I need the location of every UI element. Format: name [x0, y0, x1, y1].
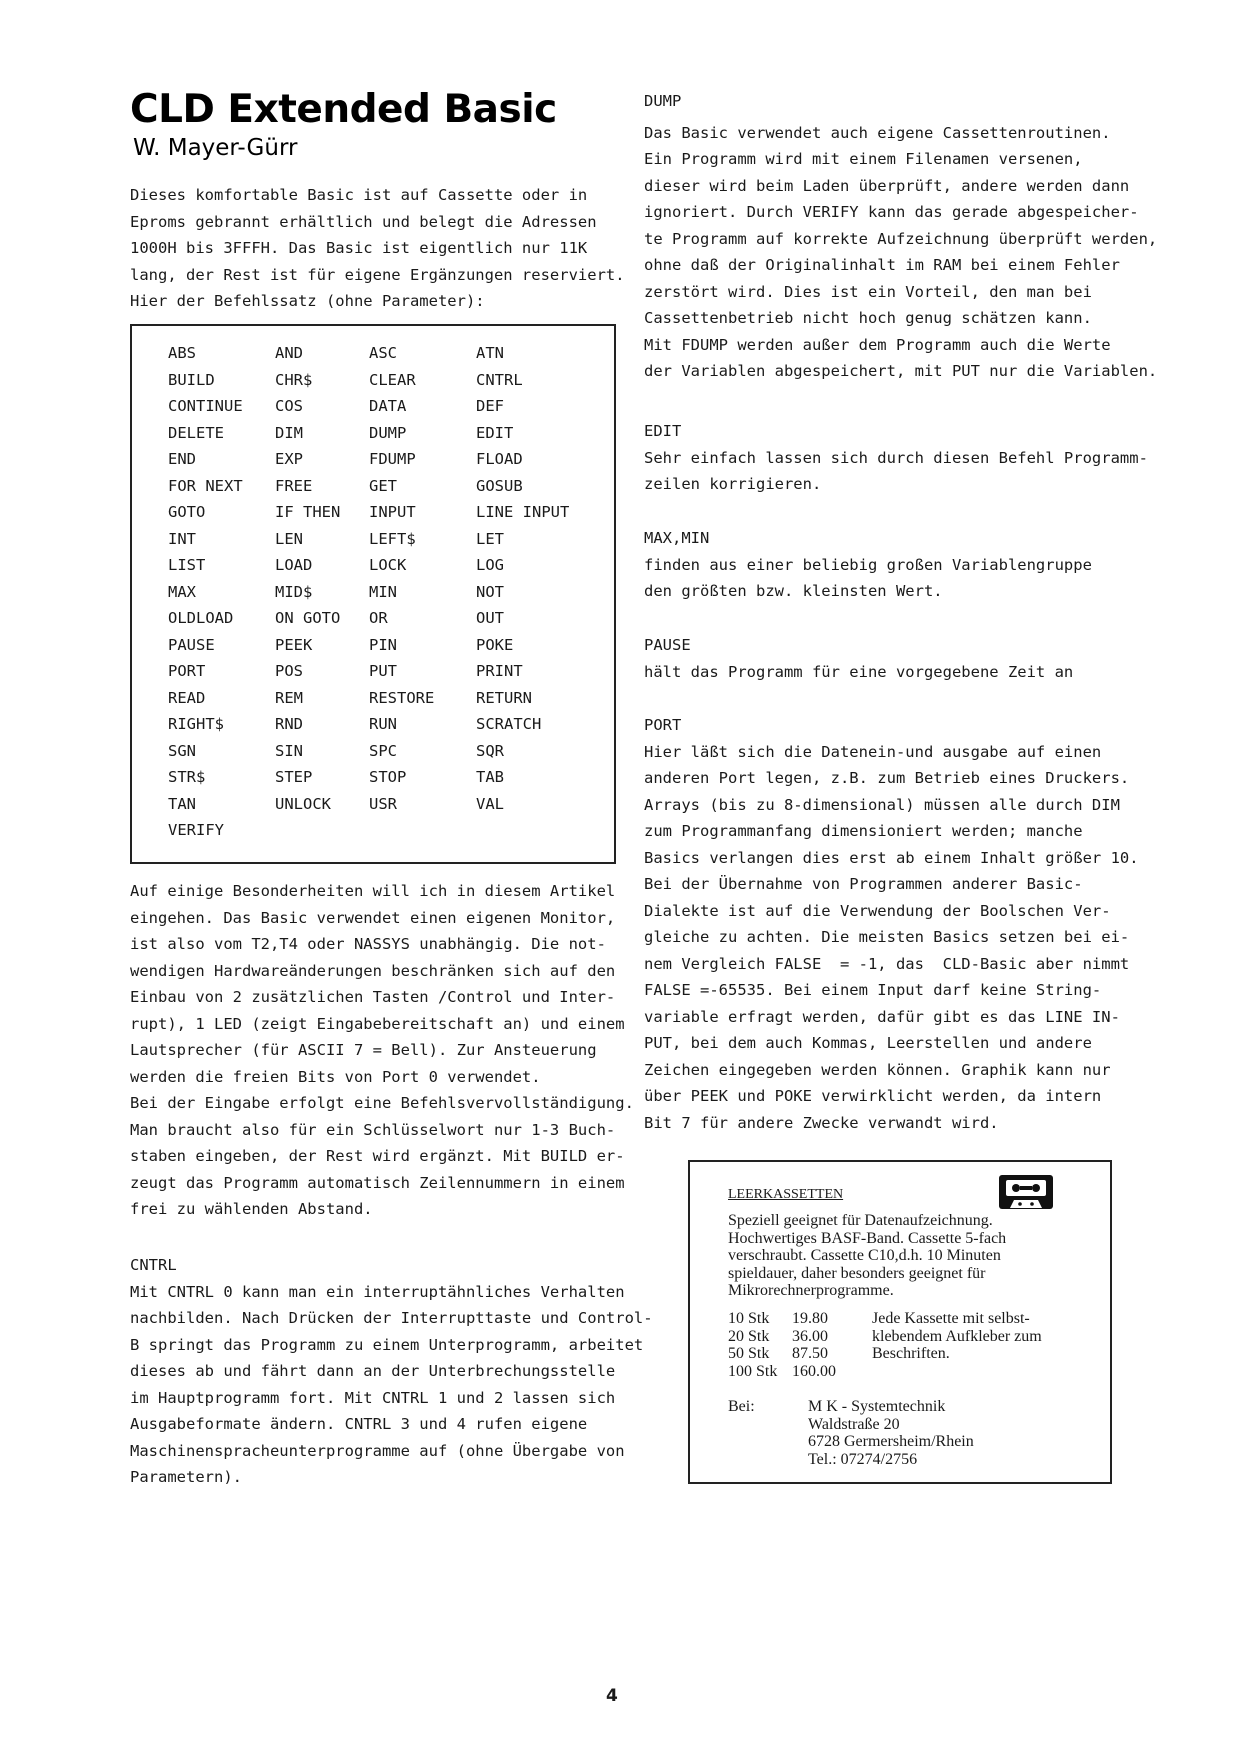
command-cell: STOP — [369, 768, 407, 786]
text-line: Bei der Eingabe erfolgt eine Befehlsvervollständigung. — [130, 1094, 634, 1112]
command-cell: EXP — [275, 450, 303, 468]
dump-section — [644, 88, 1157, 385]
text-line: Ausgabeformate ändern. CNTRL 3 und 4 rufen eigene — [130, 1415, 588, 1433]
command-cell: MIN — [369, 582, 397, 601]
text-line: FALSE =-65535. Bei einem Input darf keine String- — [644, 981, 1102, 999]
command-cell: GET — [369, 476, 397, 495]
command-cell: LOCK — [369, 556, 407, 574]
section-heading: DUMP — [644, 92, 682, 110]
text-line: frei zu wählenden Abstand. — [130, 1200, 373, 1218]
command-cell: PORT — [168, 662, 206, 680]
text-line: anderen Port legen, z.B. zum Betrieb eines Druckers. — [644, 769, 1130, 787]
text-line: Dieses komfortable Basic ist auf Cassette oder in — [130, 186, 588, 204]
price-value: 19.80 — [792, 1310, 828, 1327]
text-line: spieldauer, daher besonders geeignet für — [728, 1264, 986, 1282]
vendor-label: Bei: — [728, 1398, 755, 1415]
address-line: 6728 Germersheim/Rhein — [808, 1433, 974, 1450]
page-number: 4 — [606, 1686, 618, 1706]
command-cell: CNTRL — [476, 370, 523, 389]
text-line: zerstört wird. Dies ist ein Vorteil, den man bei — [644, 282, 1092, 301]
command-cell: GOTO — [168, 503, 206, 521]
command-cell: PIN — [369, 635, 397, 654]
command-cell: SPC — [369, 741, 397, 760]
price-note: Beschriften. — [872, 1345, 950, 1362]
text-line: verschraubt. Cassette C10,d.h. 10 Minuten — [728, 1247, 1001, 1264]
command-cell: LET — [476, 529, 504, 548]
price-value: 160.00 — [792, 1362, 836, 1380]
command-cell: LEN — [275, 529, 303, 548]
text-line: te Programm auf korrekte Aufzeichnung überprüft werden, — [644, 229, 1158, 248]
price-value: 36.00 — [792, 1327, 828, 1345]
command-cell — [369, 817, 476, 844]
command-cell: TAN — [168, 794, 196, 813]
text-line: variable erfragt werden, dafür gibt es das LINE IN- — [644, 1007, 1120, 1026]
text-line: Hier läßt sich die Datenein-und ausgabe auf einen — [644, 742, 1102, 761]
price-qty: 50 Stk — [728, 1345, 770, 1362]
command-cell: FOR NEXT — [168, 476, 243, 495]
pause-section — [644, 632, 1073, 685]
text-line: gleiche zu achten. Die meisten Basics setzen bei ei- — [644, 928, 1130, 946]
text-line: nachbilden. Nach Drücken der Interrupttaste und Control- — [130, 1309, 653, 1327]
command-cell: IF THEN — [275, 503, 341, 521]
command-cell: POKE — [476, 635, 514, 654]
command-cell: SIN — [275, 741, 303, 760]
left-body-paragraph — [130, 878, 634, 1223]
text-line: Dialekte ist auf die Verwendung der Boolschen Ver- — [644, 901, 1111, 920]
command-cell: SQR — [476, 741, 504, 760]
text-line: zeilen korrigieren. — [644, 475, 822, 493]
command-cell: STR$ — [168, 768, 206, 786]
intro-paragraph — [130, 182, 625, 315]
text-line: staben eingeben, der Rest wird ergänzt. Mit BUILD er- — [130, 1147, 625, 1165]
text-line: über PEEK und POKE verwirklicht werden, da intern — [644, 1087, 1102, 1105]
command-cell: COS — [275, 397, 303, 415]
text-line: nem Vergleich FALSE = -1, das CLD-Basic aber nimmt — [644, 954, 1130, 973]
command-cell: OLDLOAD — [168, 609, 234, 627]
article-author: W. Mayer-Gürr — [133, 135, 298, 161]
text-line: ist also vom T2,T4 oder NASSYS unabhängig. Die not- — [130, 935, 606, 953]
text-line: Cassettenbetrieb nicht hoch genug schätzen kann. — [644, 309, 1092, 327]
text-line: Basics verlangen dies erst ab einem Inhalt größer 10. — [644, 848, 1139, 867]
price-note: klebendem Aufkleber zum — [872, 1327, 1042, 1345]
article-title: CLD Extended Basic — [130, 87, 557, 132]
price-table — [728, 1310, 1042, 1380]
command-cell: MID$ — [275, 582, 313, 601]
price-row — [728, 1328, 1042, 1346]
address-line: Tel.: 07274/2756 — [808, 1450, 918, 1468]
section-heading: PORT — [644, 716, 682, 734]
command-cell: PUT — [369, 662, 397, 680]
text-line: hält das Programm für eine vorgegebene Zeit an — [644, 662, 1074, 681]
command-cell: OR — [369, 609, 388, 627]
command-cell: OUT — [476, 609, 504, 627]
command-cell: EDIT — [476, 423, 514, 442]
command-cell: RUN — [369, 715, 397, 733]
text-line: Maschinenspracheunterprogramme auf (ohne Übergabe von — [130, 1441, 625, 1460]
text-line: Speziell geeignet für Datenaufzeichnung. — [728, 1212, 993, 1229]
command-cell: DEF — [476, 397, 504, 415]
price-row — [728, 1363, 1042, 1381]
command-cell: SGN — [168, 741, 196, 760]
vendor-address — [808, 1398, 974, 1468]
text-line: Ein Programm wird mit einem Filenamen versenen, — [644, 150, 1083, 168]
command-cell: VAL — [476, 794, 504, 813]
command-cell: INT — [168, 529, 196, 548]
text-line: Mit CNTRL 0 kann man ein interruptähnliches Verhalten — [130, 1282, 625, 1301]
text-line: Einbau von 2 zusätzlichen Tasten /Control und Inter- — [130, 988, 616, 1006]
section-heading: PAUSE — [644, 636, 691, 654]
command-cell: RIGHT$ — [168, 715, 224, 733]
command-cell: LOG — [476, 556, 504, 574]
command-cell: MAX — [168, 582, 196, 601]
text-line: zeugt das Programm automatisch Zeilennummern in einem — [130, 1173, 625, 1192]
address-line: M K - Systemtechnik — [808, 1398, 946, 1415]
command-cell: RND — [275, 715, 303, 733]
command-cell: CONTINUE — [168, 397, 243, 415]
command-cell: PRINT — [476, 662, 523, 680]
text-line: zum Programmanfang dimensioniert werden; manche — [644, 822, 1083, 840]
ad-heading: LEERKASSETTEN — [728, 1187, 844, 1202]
command-cell: RETURN — [476, 688, 532, 707]
text-line: Parametern). — [130, 1468, 242, 1486]
command-cell: REM — [275, 688, 303, 707]
command-cell: DELETE — [168, 423, 224, 442]
command-cell: DIM — [275, 423, 303, 442]
command-cell: READ — [168, 688, 206, 707]
command-cell: ASC — [369, 344, 397, 362]
price-value: 87.50 — [792, 1345, 828, 1362]
price-qty: 20 Stk — [728, 1327, 770, 1345]
section-heading: EDIT — [644, 422, 682, 440]
text-line: Arrays (bis zu 8-dimensional) müssen alle durch DIM — [644, 795, 1120, 814]
edit-section — [644, 418, 1148, 498]
section-heading: MAX,MIN — [644, 529, 710, 547]
command-cell: FREE — [275, 476, 313, 495]
text-line: wendigen Hardwareänderungen beschränken sich auf den — [130, 961, 616, 980]
text-line: den größten bzw. kleinsten Wert. — [644, 582, 943, 600]
command-cell: PAUSE — [168, 635, 215, 654]
text-line: dieses ab und fährt dann an der Unterbrechungsstelle — [130, 1362, 616, 1380]
command-cell — [275, 817, 369, 844]
text-line: Das Basic verwendet auch eigene Cassettenroutinen. — [644, 123, 1111, 142]
port-section — [644, 712, 1139, 1136]
advertisement-box — [688, 1160, 1112, 1484]
command-cell: FLOAD — [476, 450, 523, 468]
command-cell: UNLOCK — [275, 794, 331, 813]
price-qty: 10 Stk — [728, 1310, 770, 1327]
text-line: Bit 7 für andere Zwecke verwandt wird. — [644, 1113, 999, 1132]
text-line: Eproms gebrannt erhältlich und belegt die Adressen — [130, 212, 597, 231]
command-table-box — [130, 324, 616, 864]
price-note: Jede Kassette mit selbst- — [872, 1310, 1030, 1327]
command-cell: VERIFY — [168, 821, 224, 839]
command-cell: LEFT$ — [369, 529, 416, 548]
text-line: finden aus einer beliebig großen Variablengruppe — [644, 555, 1092, 574]
command-cell: DUMP — [369, 423, 407, 442]
text-line: Man braucht also für ein Schlüsselwort nur 1-3 Buch- — [130, 1120, 616, 1139]
command-cell: LOAD — [275, 556, 313, 574]
cassette-icon — [998, 1174, 1054, 1210]
text-line: Mit FDUMP werden außer dem Programm auch die Werte — [644, 335, 1111, 354]
command-table — [168, 340, 606, 844]
ad-description — [728, 1212, 1006, 1300]
text-line: Zeichen eingegeben werden können. Graphik kann nur — [644, 1060, 1111, 1079]
command-cell: RESTORE — [369, 688, 435, 707]
command-cell: BUILD — [168, 370, 215, 389]
command-cell: DATA — [369, 397, 407, 415]
text-line: PUT, bei dem auch Kommas, Leerstellen und andere — [644, 1034, 1092, 1052]
text-line: B springt das Programm zu einem Unterprogramm, arbeitet — [130, 1335, 644, 1354]
section-heading: CNTRL — [130, 1256, 177, 1274]
command-cell — [476, 817, 606, 844]
command-cell: USR — [369, 794, 397, 813]
text-line: werden die freien Bits von Port 0 verwendet. — [130, 1067, 541, 1086]
price-qty: 100 Stk — [728, 1362, 778, 1380]
text-line: im Hauptprogramm fort. Mit CNTRL 1 und 2 lassen sich — [130, 1388, 616, 1407]
command-cell: FDUMP — [369, 450, 416, 468]
command-cell: SCRATCH — [476, 715, 542, 733]
text-line: ohne daß der Originalinhalt im RAM bei einem Fehler — [644, 256, 1120, 274]
text-line: Hochwertiges BASF-Band. Cassette 5-fach — [728, 1229, 1007, 1247]
command-cell: CHR$ — [275, 370, 313, 389]
text-line: ignoriert. Durch VERIFY kann das gerade abgespeicher- — [644, 203, 1139, 221]
command-cell: ABS — [168, 344, 196, 362]
text-line: Sehr einfach lassen sich durch diesen Befehl Programm- — [644, 448, 1148, 467]
text-line: Bei der Übernahme von Programmen anderer Basic- — [644, 875, 1083, 893]
command-cell: GOSUB — [476, 476, 523, 495]
text-line: Mikrorechnerprogramme. — [728, 1282, 894, 1299]
command-cell: AND — [275, 344, 303, 362]
cntrl-section — [130, 1252, 653, 1491]
command-cell: CLEAR — [369, 370, 416, 389]
command-cell: PEEK — [275, 635, 313, 654]
text-line: dieser wird beim Laden überprüft, andere werden dann — [644, 176, 1130, 195]
text-line: eingehen. Das Basic verwendet einen eigenen Monitor, — [130, 908, 616, 927]
address-line: Waldstraße 20 — [808, 1415, 900, 1433]
command-cell: END — [168, 450, 196, 468]
price-row — [728, 1310, 1042, 1328]
command-cell: ATN — [476, 344, 504, 362]
text-line: der Variablen abgespeichert, mit PUT nur die Variablen. — [644, 362, 1158, 380]
text-line: rupt), 1 LED (zeigt Eingabebereitschaft an) und einem — [130, 1014, 625, 1033]
text-line: Auf einige Besonderheiten will ich in diesem Artikel — [130, 882, 616, 900]
vendor-block — [728, 1398, 974, 1468]
text-line: lang, der Rest ist für eigene Ergänzungen reserviert. — [130, 265, 625, 284]
command-cell: STEP — [275, 768, 313, 786]
command-cell: INPUT — [369, 503, 416, 521]
command-cell: LIST — [168, 556, 206, 574]
text-line: 1000H bis 3FFFH. Das Basic ist eigentlich nur 11K — [130, 239, 588, 257]
command-cell: LINE INPUT — [476, 503, 570, 521]
maxmin-section — [644, 525, 1092, 605]
command-cell: ON GOTO — [275, 609, 341, 627]
command-cell: NOT — [476, 582, 504, 601]
text-line: Hier der Befehlssatz (ohne Parameter): — [130, 292, 485, 310]
command-cell: TAB — [476, 768, 504, 786]
text-line: Lautsprecher (für ASCII 7 = Bell). Zur Ansteuerung — [130, 1041, 597, 1059]
command-cell: POS — [275, 662, 303, 680]
price-row — [728, 1345, 1042, 1363]
